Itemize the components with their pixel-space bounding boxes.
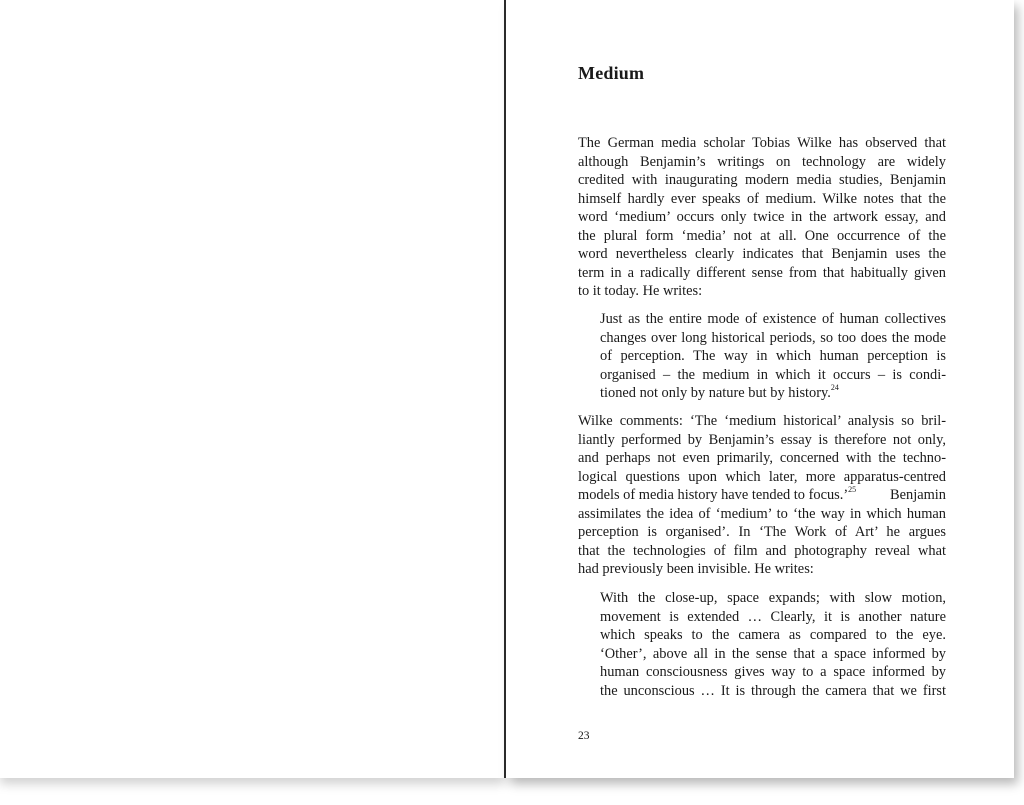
quote-text: tioned not only by nature but by history. xyxy=(600,385,831,401)
text-line: of perception. The way in which human perception is xyxy=(600,348,946,364)
text-line xyxy=(600,384,946,403)
text-line: word nevertheless clearly indicates that Benjamin uses the xyxy=(578,246,946,262)
text-line: to it today. He writes: xyxy=(578,283,703,299)
text-line: although Benjamin’s writings on technology are widely xyxy=(578,153,946,170)
paragraph-2 xyxy=(578,412,946,579)
text-line: Wilke comments: ‘The ‘medium historical’ analysis so bril- xyxy=(578,413,946,429)
text-line xyxy=(578,486,946,505)
text-line: the unconscious … It is through the camera that we first xyxy=(600,682,946,699)
text-line: Just as the entire mode of existence of human collectives xyxy=(600,311,946,327)
text-line: liantly performed by Benjamin’s essay is therefore not only, xyxy=(578,431,946,448)
text-line: word ‘medium’ occurs only twice in the artwork essay, and xyxy=(578,209,946,225)
text-line: organised – the medium in which it occurs – is condi- xyxy=(600,366,946,383)
text-line: and perhaps not even primarily, concerned with the techno- xyxy=(578,450,946,466)
footnote-marker: 25 xyxy=(848,485,857,495)
right-page xyxy=(506,0,1014,778)
footnote-marker: 24 xyxy=(830,383,839,393)
text-line: assimilates the idea of ‘medium’ to ‘the way in which human xyxy=(578,505,946,522)
block-quote-1 xyxy=(600,310,946,403)
text-line: credited with inaugurating modern media studies, Benjamin xyxy=(578,172,946,188)
text-line: had previously been invisible. He writes: xyxy=(578,561,814,577)
text-line: which speaks to the camera as compared to the eye. xyxy=(600,627,946,643)
text-line: logical questions upon which later, more apparatus-centred xyxy=(578,468,946,485)
text-line: ‘Other’, above all in the sense that a space informed by xyxy=(600,645,946,662)
section-heading: Medium xyxy=(578,63,645,83)
text-line: changes over long historical periods, so too does the mode xyxy=(600,329,946,346)
paragraph-1 xyxy=(578,134,946,301)
line-text xyxy=(578,486,856,505)
text-line: movement is extended … Clearly, it is another nature xyxy=(600,608,946,625)
line-text-end: Benjamin xyxy=(890,487,946,503)
block-quote-2 xyxy=(600,589,946,700)
text-line: himself hardly ever speaks of medium. Wilke notes that the xyxy=(578,190,946,207)
text-line: term in a radically different sense from that habitually given xyxy=(578,264,946,281)
text-line: The German media scholar Tobias Wilke has observed that xyxy=(578,135,946,151)
text-line: perception is organised’. In ‘The Work of Art’ he argues xyxy=(578,524,946,540)
text-line: that the technologies of film and photography reveal what xyxy=(578,542,946,559)
book-gutter xyxy=(504,0,506,778)
text-line: human consciousness gives way to a space informed by xyxy=(600,664,946,680)
page-number: 23 xyxy=(578,730,590,742)
text-line: the plural form ‘media’ not at all. One occurrence of the xyxy=(578,227,946,244)
text-line: With the close-up, space expands; with slow motion, xyxy=(600,590,946,606)
left-page xyxy=(0,0,505,778)
line-text-part: models of media history have tended to focus.’ xyxy=(578,487,849,503)
